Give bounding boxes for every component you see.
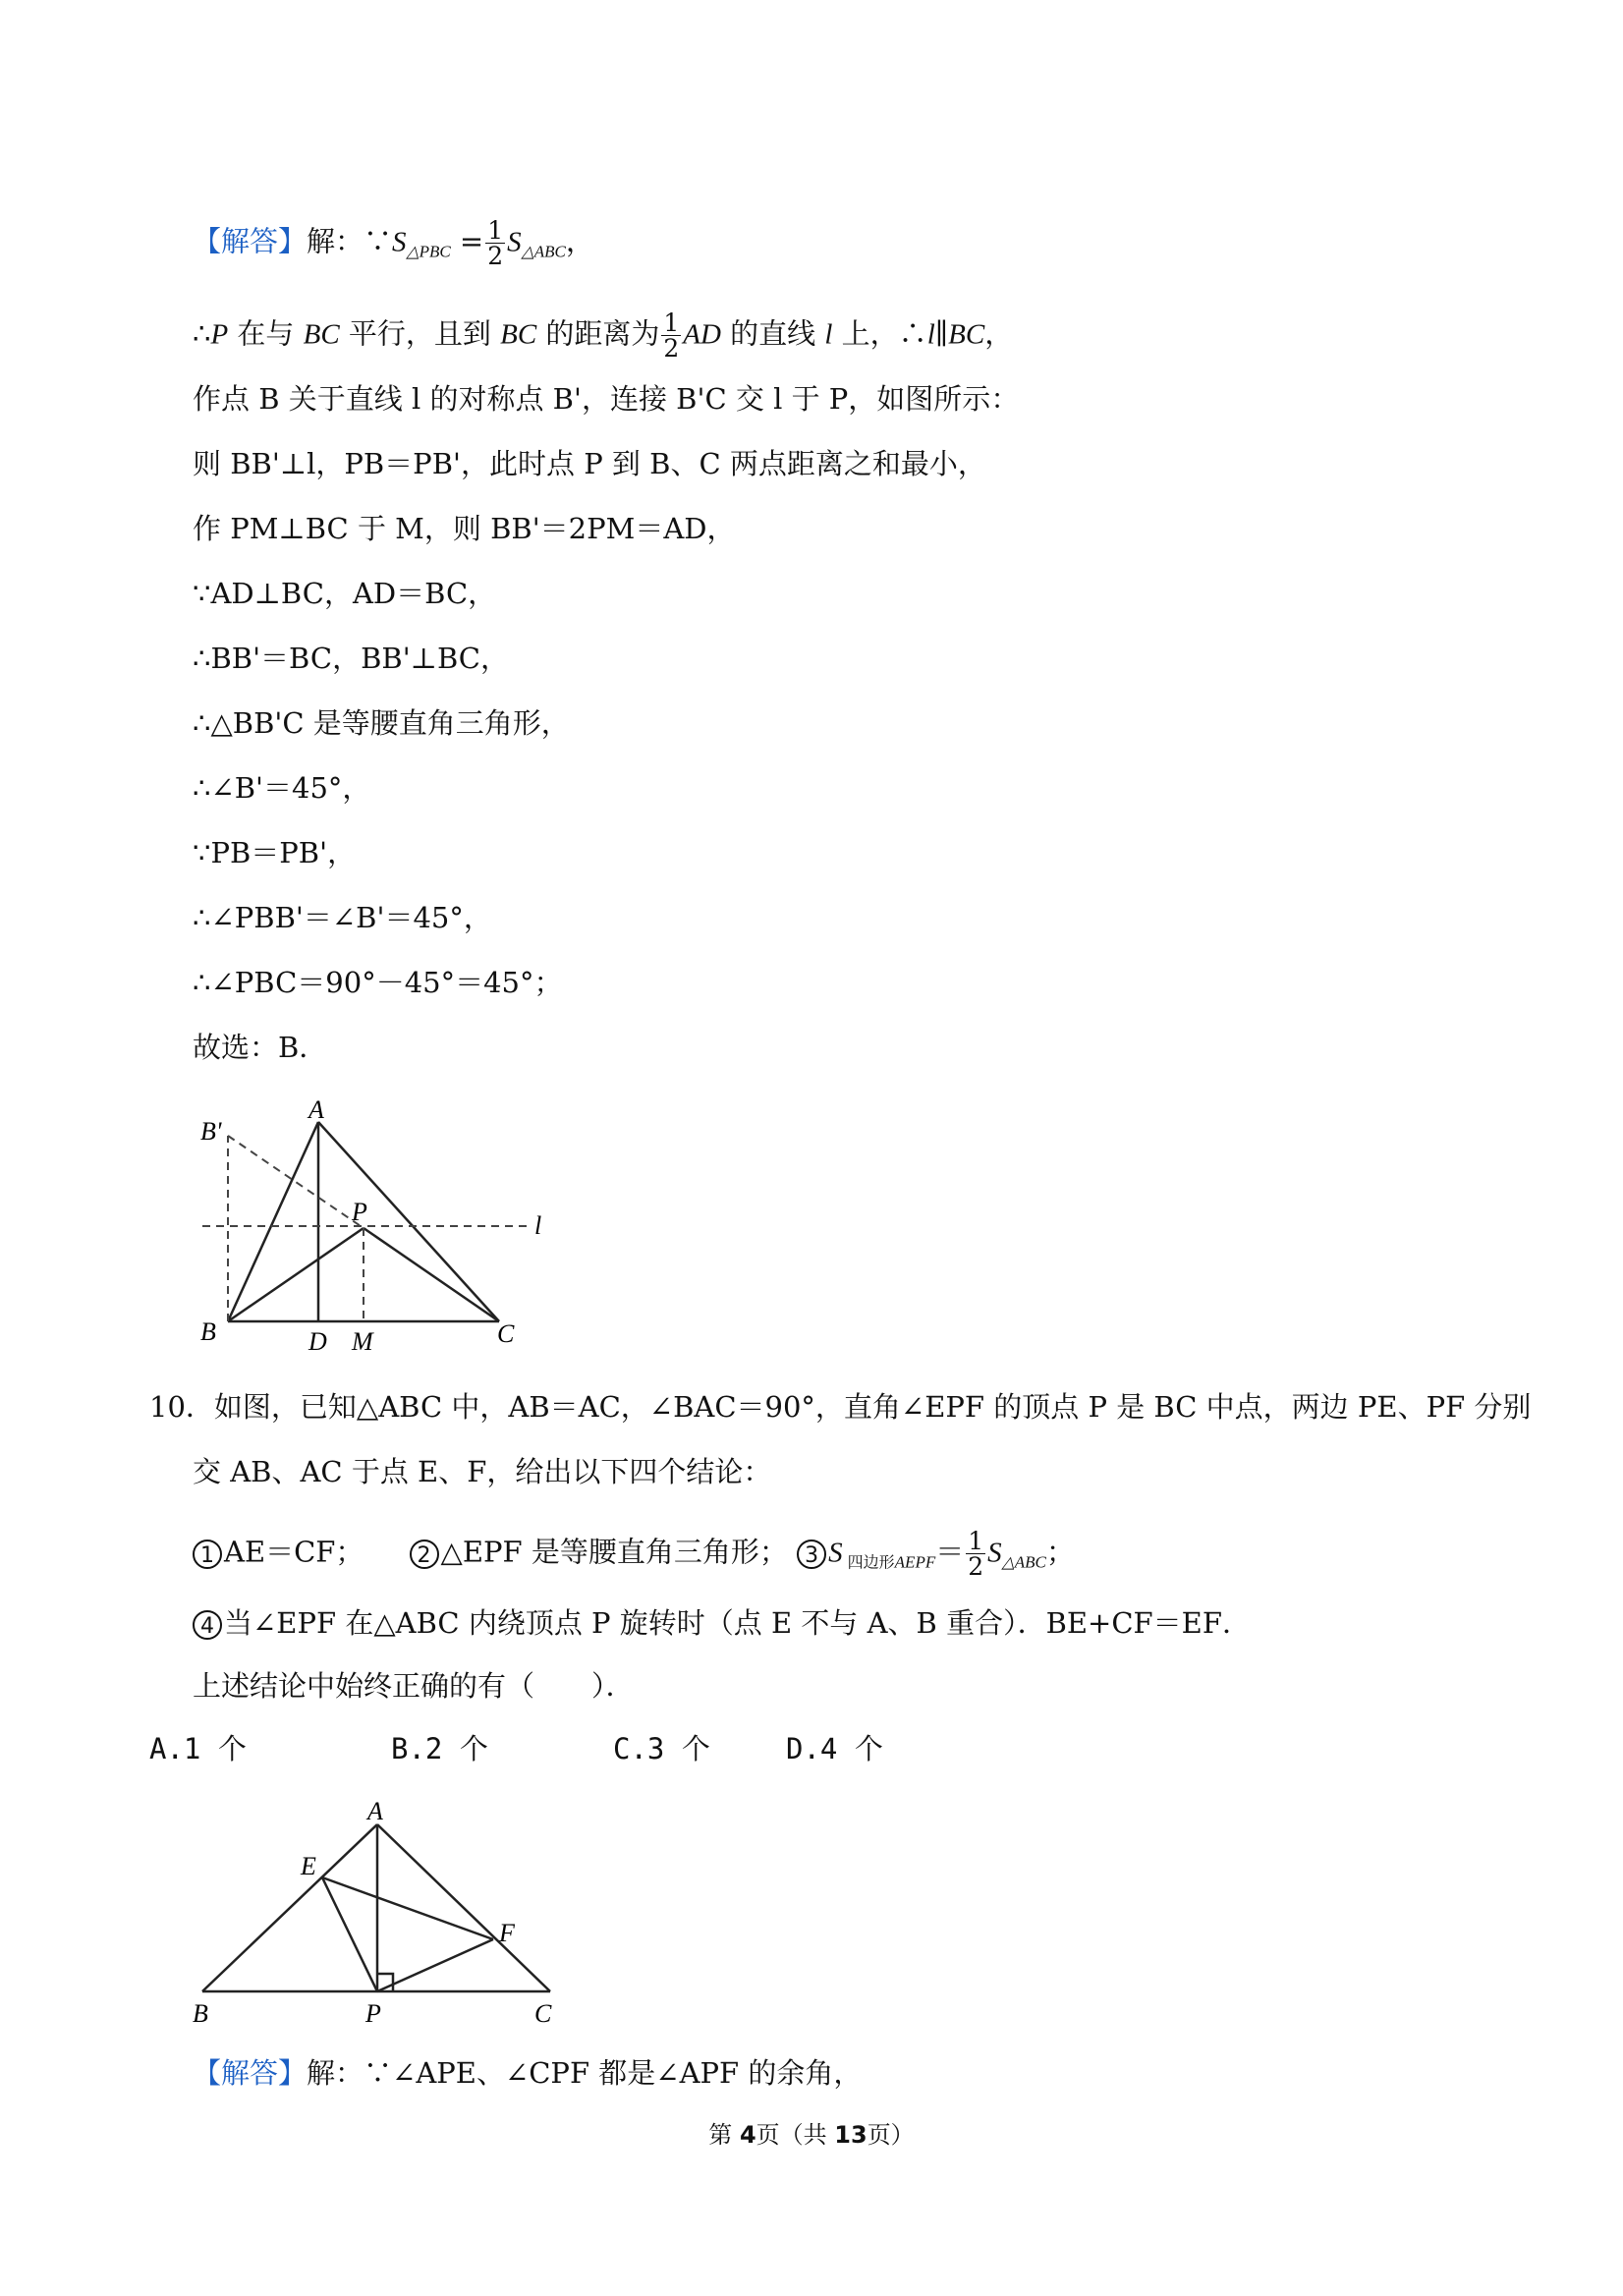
- solution-line-10: ∵PB＝PB'，: [193, 836, 357, 869]
- label-M: M: [352, 1327, 373, 1356]
- fraction-half: $\frac{1}{2}$: [663, 308, 680, 363]
- fig2-label-B: B: [193, 1999, 208, 2028]
- circled-number-1: 1: [193, 1540, 222, 1569]
- geometry-figure-2: [187, 1790, 580, 2036]
- question-10-conclusion-4: 4 当∠EPF 在△ABC 内绕顶点 P 旋转时（点 E 不与 A、B 重合）．BE+CF＝EF．: [193, 1603, 1251, 1643]
- label-l: l: [534, 1211, 542, 1240]
- fig2-label-A: A: [367, 1797, 383, 1825]
- question-number: 10．: [149, 1390, 214, 1424]
- solution-line-7: ∴BB'＝BC，BB'⊥BC，: [193, 642, 509, 675]
- solution-2-line-1: 【解答】解：∵∠APE、∠CPF 都是∠APF 的余角，: [193, 2056, 863, 2090]
- option-a: A.1 个: [149, 1732, 247, 1765]
- fig2-label-P: P: [365, 1999, 381, 2028]
- solution-line-5: 作 PM⊥BC 于 M，则 BB'＝2PM＝AD，: [193, 512, 736, 545]
- option-d: D.4 个: [786, 1732, 883, 1765]
- option-c: C.3 个: [613, 1732, 710, 1765]
- fig2-label-C: C: [534, 1999, 552, 2028]
- option-b: B.2 个: [391, 1732, 488, 1765]
- question-10-line-2: 交 AB、AC 于点 E、F，给出以下四个结论：: [193, 1455, 772, 1488]
- question-10-conclusions-1-3: 1 AE＝CF； 2 △EPF 是等腰直角三角形； 3 S $_{四边形AEPF}$＝ $\frac{1}{2}$ $S_{\triangle ABC}$；: [193, 1529, 1075, 1583]
- label-A: A: [308, 1095, 324, 1124]
- geometry-figure-1: [187, 1091, 580, 1356]
- solution-line-13: 故选：B．: [193, 1031, 328, 1064]
- label-P: P: [352, 1198, 367, 1226]
- label-B-prime: B': [200, 1117, 222, 1146]
- solution-line-11: ∴∠PBB'＝∠B'＝45°，: [193, 901, 492, 934]
- fig2-label-F: F: [499, 1919, 515, 1947]
- solution-line-3: 作点 B 关于直线 l 的对称点 B'，连接 B'C 交 l 于 P，如图所示：: [193, 382, 1020, 416]
- label-D: D: [308, 1327, 327, 1356]
- fraction-half: $\frac{1}{2}$: [968, 1527, 984, 1581]
- circled-number-4: 4: [193, 1610, 222, 1640]
- fig2-label-E: E: [301, 1852, 316, 1880]
- solution-line-8: ∴△BB'C 是等腰直角三角形，: [193, 706, 570, 740]
- solution-line-1: 【解答】解：$\because S_{\triangle PBC}$ = $\frac{1}{2}$ $S_{\triangle ABC}$，: [193, 216, 594, 270]
- page-footer: 第 4页（共 13页）: [708, 2121, 915, 2149]
- question-10-ask: 上述结论中始终正确的有（ ）．: [193, 1669, 635, 1703]
- solution-line-4: 则 BB'⊥l，PB＝PB'，此时点 P 到 B、C 两点距离之和最小，: [193, 447, 986, 480]
- answer-tag: 【解答】: [193, 2056, 308, 2090]
- fraction-half: $\frac{1}{2}$: [487, 216, 504, 270]
- solution-line-12: ∴∠PBC＝90°－45°＝45°；: [193, 966, 563, 999]
- answer-tag: 【解答】: [193, 224, 308, 258]
- solution-line-9: ∴∠B'＝45°，: [193, 771, 371, 805]
- question-10-line-1: 10．如图，已知△ABC 中，AB＝AC，∠BAC＝90°，直角∠EPF 的顶点 P 是 BC 中点，两边 PE、PF 分别: [149, 1390, 1532, 1424]
- label-C: C: [497, 1319, 515, 1348]
- circled-number-3: 3: [797, 1540, 826, 1569]
- solution-line-2: ∴P 在与 BC 平行，且到 BC 的距离为 $\frac{1}{2}$ AD 的直线 l 上，∴l∥BC，: [193, 308, 1014, 363]
- solution-line-6: ∵AD⊥BC，AD＝BC，: [193, 577, 497, 610]
- circled-number-2: 2: [410, 1540, 439, 1569]
- label-B: B: [200, 1317, 216, 1346]
